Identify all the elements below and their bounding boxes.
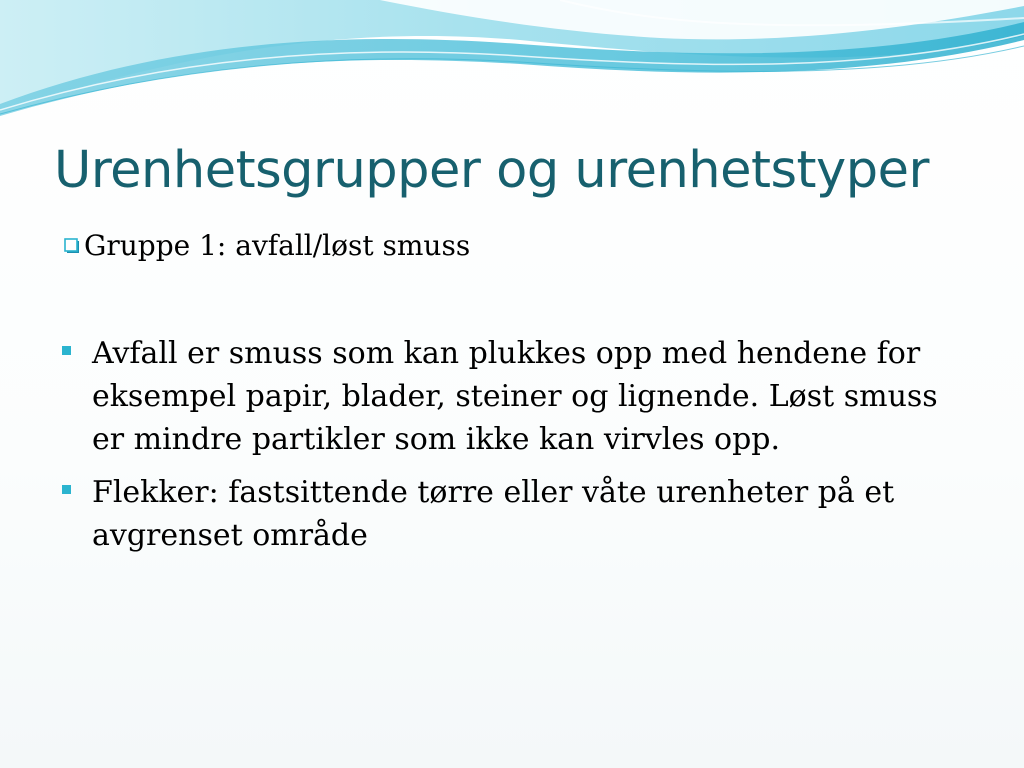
bullet-text: Avfall er smuss som kan plukkes opp med hendene for eksempel papir, blader, steiner og lignende. Løst smuss er mindre partikler som ikke kan virvles opp. xyxy=(92,336,938,457)
list-item xyxy=(62,332,962,461)
bullet-text: Flekker: fastsittende tørre eller våte urenheter på et avgrenset område xyxy=(92,475,895,553)
header-wave-decoration xyxy=(0,0,1024,120)
list-item xyxy=(62,471,962,557)
filled-square-bullet-icon xyxy=(62,485,71,494)
section-heading-label: Gruppe 1: avfall/løst smuss xyxy=(84,229,471,262)
filled-square-bullet-icon xyxy=(62,346,71,355)
slide-title: Urenhetsgrupper og urenhetstyper xyxy=(54,141,929,200)
bullet-list xyxy=(62,332,962,567)
section-heading xyxy=(64,226,984,266)
hollow-square-checkbox-icon xyxy=(64,238,80,254)
